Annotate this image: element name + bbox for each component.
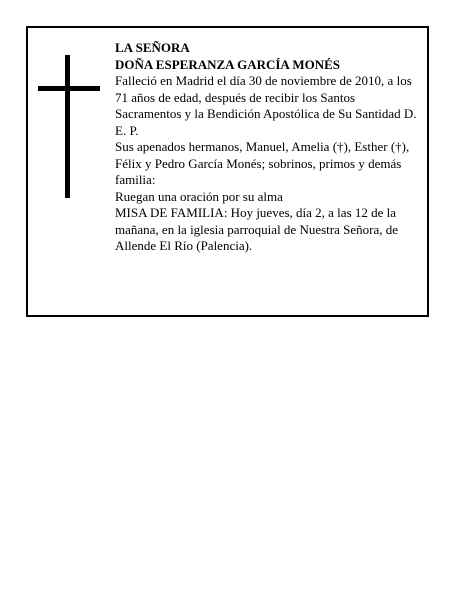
mass-details: MISA DE FAMILIA: Hoy jueves, día 2, a las 12 de la mañana, en la iglesia parroquial de Nuestra Señora, de Allende El Río (Palencia).: [115, 205, 398, 253]
latin-cross-icon: [38, 55, 100, 198]
death-announcement: Falleció en Madrid el día 30 de noviembre de 2010, a los 71 años de edad, después de recibir los Santos Sacramentos y la Bendición Apostólica de Su Santidad D. E. P.: [115, 73, 417, 138]
family-members: Sus apenados hermanos, Manuel, Amelia (†), Esther (†), Félix y Pedro García Monés; sobrinos, primos y demás familia:: [115, 139, 410, 187]
obituary-notice: [26, 26, 429, 317]
notice-text: [115, 40, 417, 255]
prayer-request: Ruegan una oración por su alma: [115, 188, 283, 204]
cross-horizontal-bar: [38, 86, 100, 91]
cross-vertical-bar: [65, 55, 70, 198]
notice-title: LA SEÑORA: [115, 40, 190, 55]
deceased-name: DOÑA ESPERANZA GARCÍA MONÉS: [115, 56, 341, 72]
